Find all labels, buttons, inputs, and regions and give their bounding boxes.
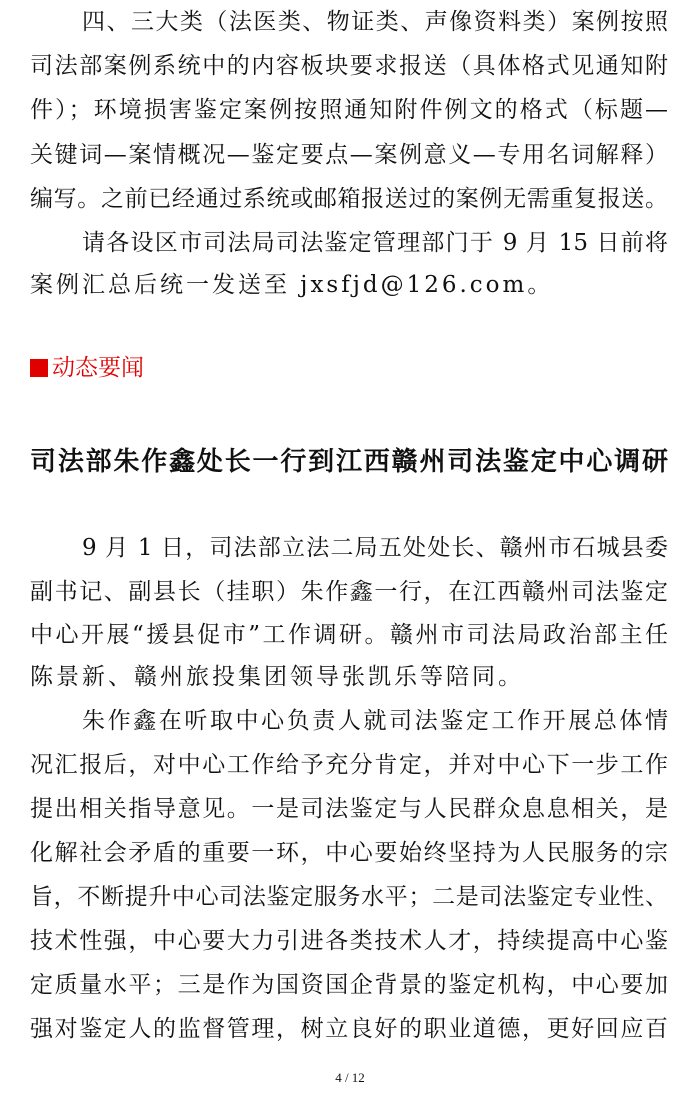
text-line: 关键词—案情概况—鉴定要点—案例意义—专用名词解释） (30, 142, 668, 168)
text-line: 化解社会矛盾的重要一环，中心要始终坚持为人民服务的宗 (30, 840, 668, 866)
text-line: 9 月 1 日，司法部立法二局五处处长、赣州市石城县委 (82, 535, 668, 561)
section-label: 动态要闻 (52, 355, 144, 381)
section-heading (30, 350, 144, 386)
article-title: 司法部朱作鑫处长一行到江西赣州司法鉴定中心调研 (30, 447, 668, 477)
text-line: 案例汇总后统一发送至 jxsfjd@126.com。 (30, 272, 554, 298)
text-line: 技术性强，中心要大力引进各类技术人才，持续提高中心鉴 (30, 928, 668, 954)
text-line: 编写。之前已经通过系统或邮箱报送过的案例无需重复报送。 (30, 186, 668, 212)
text-line: 司法部案例系统中的内容板块要求报送（具体格式见通知附 (30, 53, 668, 79)
text-line: 旨，不断提升中心司法鉴定服务水平；二是司法鉴定专业性、 (30, 884, 668, 910)
text-line: 朱作鑫在听取中心负责人就司法鉴定工作开展总体情 (82, 708, 668, 734)
red-square-icon (30, 359, 48, 377)
page-number: 4 / 12 (335, 1070, 365, 1085)
text-line: 中心开展“援县促市”工作调研。赣州市司法局政治部主任 (30, 622, 668, 648)
text-line: 陈景新、赣州旅投集团领导张凯乐等陪同。 (30, 664, 524, 690)
text-line: 提出相关指导意见。一是司法鉴定与人民群众息息相关，是 (30, 796, 668, 822)
text-line: 况汇报后，对中心工作给予充分肯定，并对中心下一步工作 (30, 752, 668, 778)
text-line: 定质量水平；三是作为国资国企背景的鉴定机构，中心要加 (30, 972, 668, 998)
text-line: 请各设区市司法局司法鉴定管理部门于 9 月 15 日前将 (82, 230, 668, 256)
text-line: 四、三大类（法医类、物证类、声像资料类）案例按照 (82, 9, 668, 35)
text-line: 副书记、副县长（挂职）朱作鑫一行，在江西赣州司法鉴定 (30, 579, 668, 605)
text-line: 强对鉴定人的监督管理，树立良好的职业道德，更好回应百 (30, 1016, 668, 1042)
text-line: 件）；环境损害鉴定案例按照通知附件例文的格式（标题— (30, 97, 668, 123)
